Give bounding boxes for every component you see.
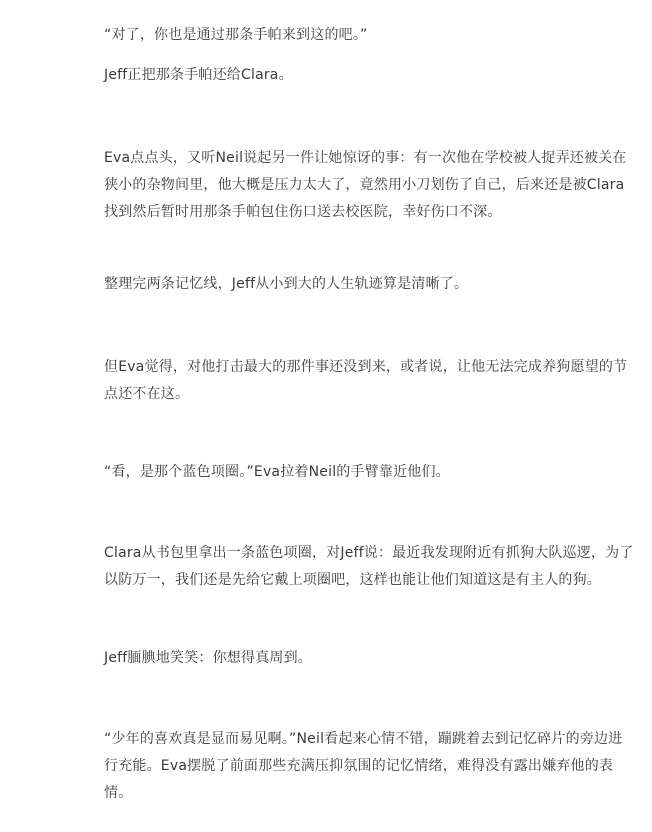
- paragraph-4: 整理完两条记忆线，Jeff从小到大的人生轨迹算是清晰了。: [104, 276, 469, 292]
- paragraph-8: Jeff腼腆地笑笑：你想得真周到。: [104, 650, 312, 666]
- paragraph-2: Jeff正把那条手帕还给Clara。: [104, 67, 293, 83]
- paragraph-5: 但Eva觉得，对他打击最大的那件事还没到来，或者说，让他无法完成养狗愿望的节点还不在这。: [104, 359, 628, 402]
- paragraph-6: “看，是那个蓝色项圈。”Eva拉着Neil的手臂靠近他们。: [104, 464, 450, 480]
- paragraph-7: Clara从书包里拿出一条蓝色项圈，对Jeff说：最近我发现附近有抓狗大队巡逻，为了以防万一，我们还是先给它戴上项圈吧，这样也能让他们知道这是有主人的狗。: [104, 545, 634, 588]
- paragraph-3: Eva点点头，又听Neil说起另一件让她惊讶的事：有一次他在学校被人捉弄还被关在狭小的杂物间里，他大概是压力太大了，竟然用小刀划伤了自己，后来还是被Clara找到然后暂时用那条手帕包住伤口送去校医院，幸好伤口不深。: [104, 150, 627, 220]
- paragraph-1: “对了，你也是通过那条手帕来到这的吧。”: [104, 27, 368, 43]
- paragraph-9: “少年的喜欢真是显而易见啊。”Neil看起来心情不错，蹦跳着去到记忆碎片的旁边进行充能。Eva摆脱了前面那些充满压抑氛围的记忆情绪，难得没有露出嫌弃他的表情。: [104, 731, 623, 801]
